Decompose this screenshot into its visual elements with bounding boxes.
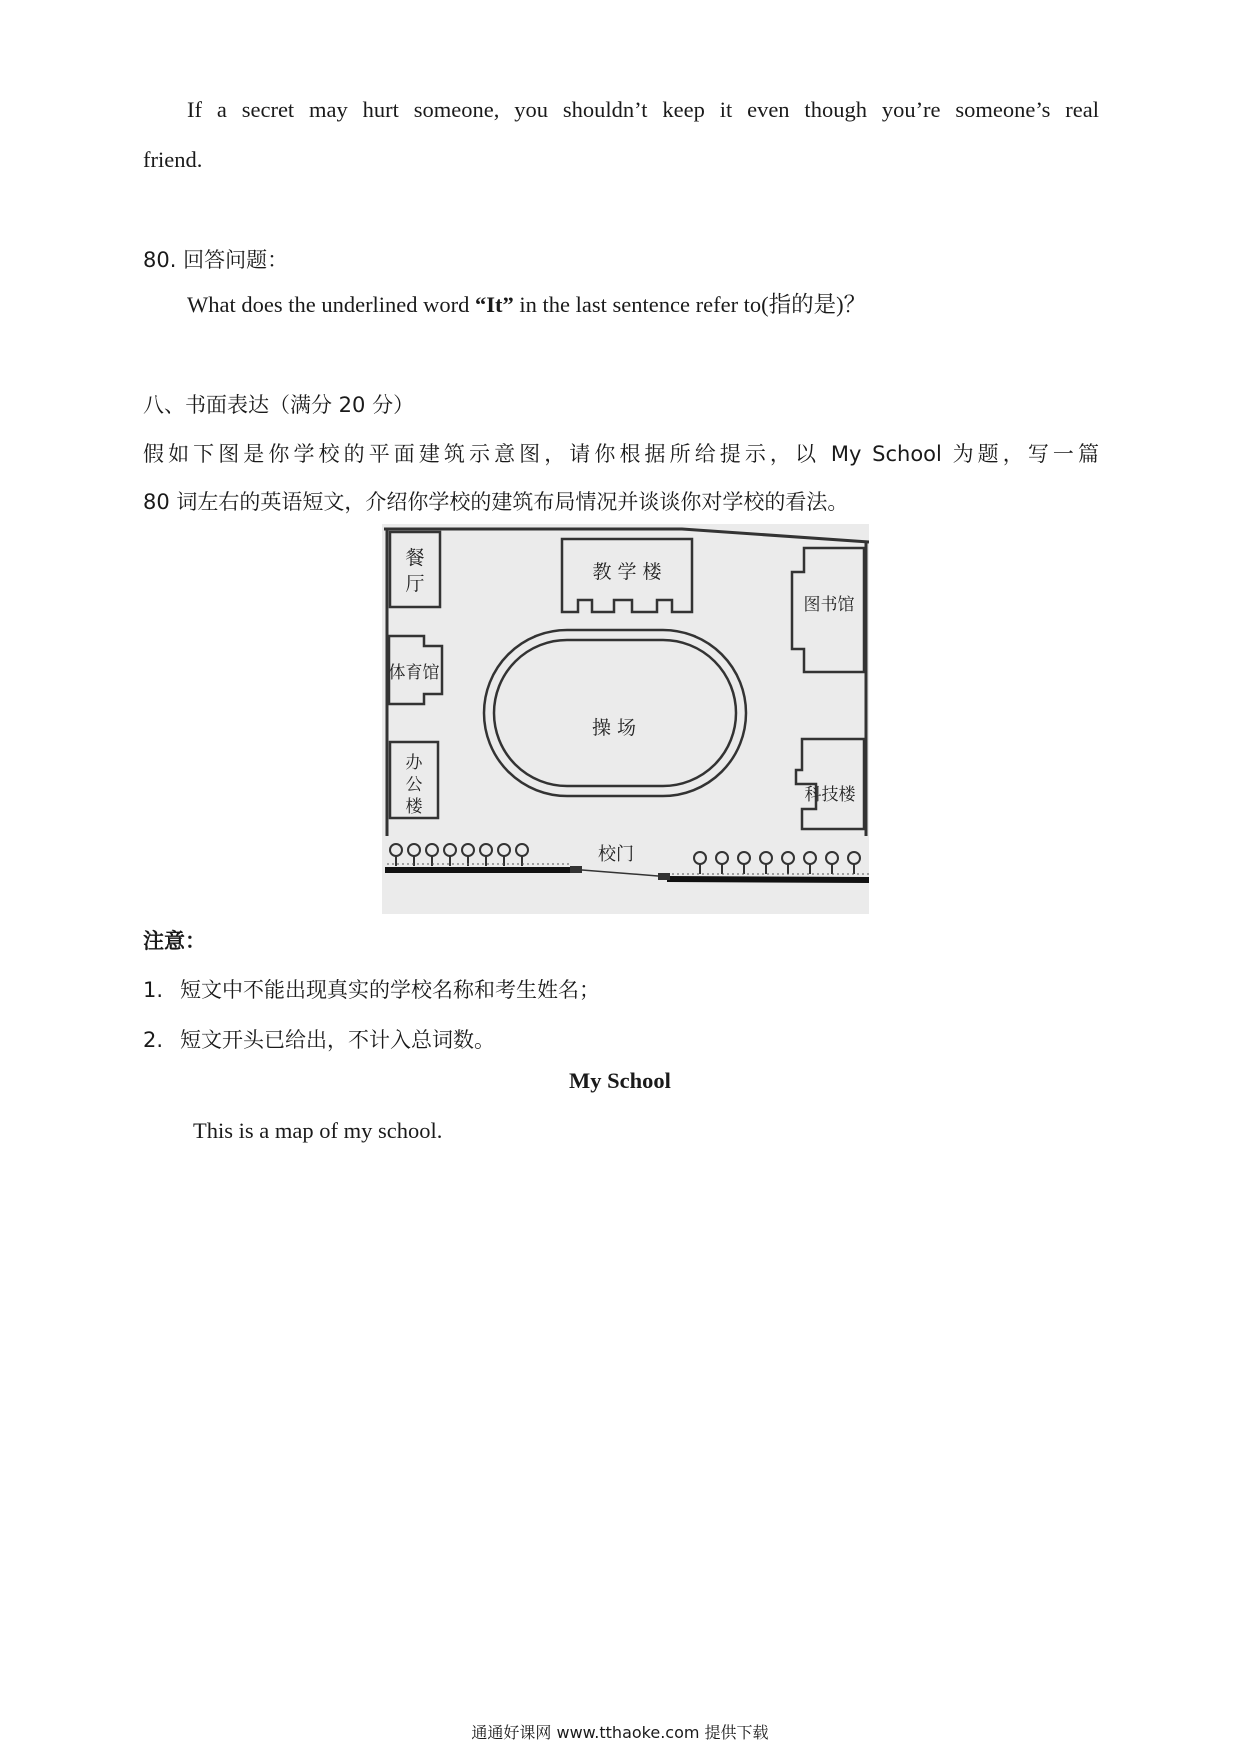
teaching-building-label: 教 学 楼 — [592, 561, 662, 583]
science-building-label: 科技楼 — [804, 785, 856, 805]
section-8-instruction-line-2: 80 词左右的英语短文，介绍你学校的建筑布局情况并谈谈你对学校的看法。 — [143, 490, 849, 514]
section-8-instruction-line-1: 假如下图是你学校的平面建筑示意图，请你根据所给提示，以 My School 为题，写一篇 — [143, 442, 1099, 466]
library-label: 图书馆 — [803, 595, 855, 615]
essay-title: My School — [569, 1068, 671, 1093]
south-wall-right — [667, 879, 869, 880]
school-gate-label: 校门 — [598, 844, 634, 865]
trees-left — [390, 844, 528, 866]
question-80-underlined-word: “It” — [475, 292, 514, 317]
dining-hall-building — [390, 532, 440, 607]
note-item-1-text: 短文中不能出现真实的学校名称和考生姓名； — [180, 978, 600, 1002]
office-label-3: 楼 — [405, 797, 423, 817]
note-item-1-number: 1. — [143, 978, 164, 1002]
office-label-1: 办 — [405, 753, 423, 773]
gate-line — [582, 870, 658, 876]
essay-opening-sentence: This is a map of my school. — [193, 1118, 443, 1143]
question-80-text — [187, 294, 866, 317]
question-80-text-after: in the last sentence refer to(指的是)？ — [513, 292, 867, 317]
notes-title: 注意： — [143, 929, 206, 953]
question-80-heading: 80. 回答问题： — [143, 248, 289, 272]
gym-label: 体育馆 — [388, 663, 440, 683]
gate-post-left — [570, 866, 582, 873]
office-label-2: 公 — [405, 775, 423, 795]
passage-line-2: friend. — [143, 147, 203, 172]
passage-line-1: If a secret may hurt someone, you shouldn’t keep it even though you’re someone’s real — [187, 97, 1099, 122]
school-map — [382, 524, 869, 914]
page-footer: 通通好课网 www.tthaoke.com 提供下载 — [471, 1723, 769, 1742]
trees-right — [694, 852, 860, 874]
gate-post-right — [658, 873, 670, 880]
note-item-1 — [143, 974, 600, 1004]
running-track-inner — [494, 640, 736, 786]
science-building — [796, 739, 864, 829]
section-8-heading: 八、书面表达（满分 20 分） — [143, 393, 415, 417]
note-item-2-number: 2. — [143, 1028, 164, 1052]
note-item-2 — [143, 1024, 495, 1054]
dining-hall-label-top: 餐 — [405, 547, 425, 569]
playground-label: 操 场 — [591, 717, 637, 739]
note-item-2-text: 短文开头已给出，不计入总词数。 — [180, 1028, 495, 1052]
school-map-drawing — [382, 524, 869, 914]
question-80-text-before: What does the underlined word — [187, 292, 476, 317]
dining-hall-label-bottom: 厅 — [405, 573, 425, 595]
